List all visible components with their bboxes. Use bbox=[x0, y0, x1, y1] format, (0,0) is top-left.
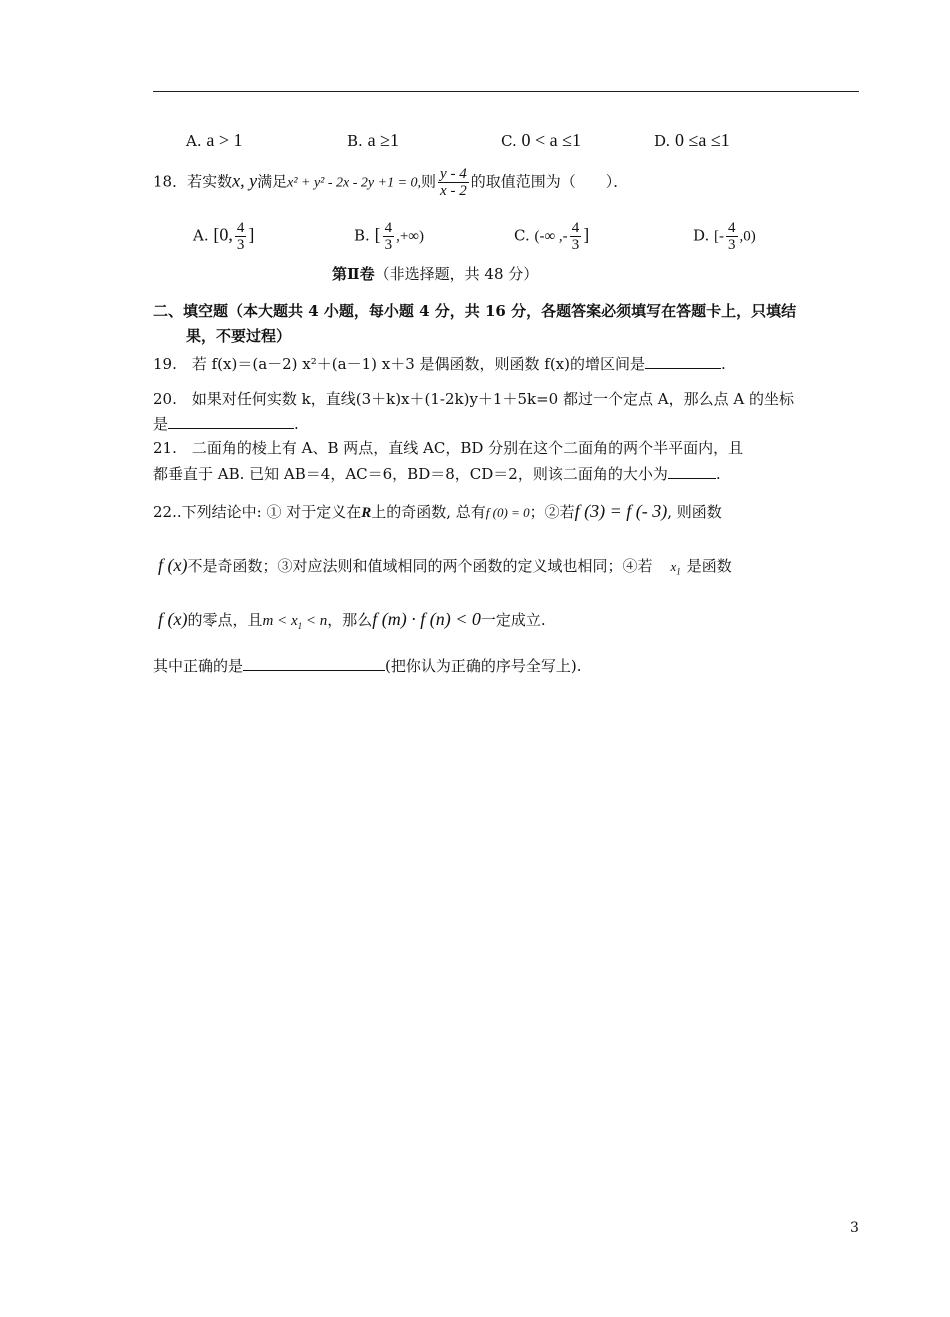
q21-text: 都垂直于 AB. 已知 AB＝4，AC＝6，BD＝8，CD＝2，则该二面角的大小为 bbox=[153, 465, 668, 483]
q18-text: 满足 bbox=[257, 172, 288, 191]
q22-fx: f (x) bbox=[158, 609, 188, 629]
q22-line3 bbox=[158, 606, 546, 639]
option-letter: B. bbox=[354, 226, 370, 245]
fraction-denominator: 3 bbox=[571, 237, 580, 253]
fraction-denominator: 3 bbox=[384, 237, 393, 253]
fraction-numerator: 4 bbox=[384, 220, 393, 236]
q19-end: . bbox=[721, 355, 726, 373]
section-title-note: （非选择题，共 48 分） bbox=[374, 265, 539, 283]
option-letter: A. bbox=[193, 226, 209, 245]
q22-x1 bbox=[670, 559, 681, 577]
q21-line1: 21. 二面角的棱上有 A、B 两点，直线 AC，BD 分别在这个二面角的两个半平面内，且 bbox=[153, 439, 744, 457]
section-heading-line1: 二、填空题（本大题共 4 小题，每小题 4 分，共 16 分，各题答案必须填写在答题卡上，只填结 bbox=[153, 302, 797, 320]
fraction-numerator: 4 bbox=[236, 220, 245, 236]
q22-text: 上的奇函数, 总有 bbox=[371, 503, 486, 521]
q22-text: 的零点，且 bbox=[187, 611, 263, 629]
option-part: ,+∞) bbox=[396, 228, 424, 245]
q22-R: R bbox=[361, 505, 372, 521]
q22-f0: f (0) = 0 bbox=[485, 505, 530, 520]
q22-fx: f (x) bbox=[158, 555, 188, 575]
option-letter: C. bbox=[514, 226, 530, 245]
q22-product: f (m) · f (n) < 0 bbox=[372, 609, 481, 629]
fraction-numerator: 4 bbox=[571, 220, 580, 236]
ineq-part: m < x bbox=[262, 613, 298, 629]
q21-end: . bbox=[715, 465, 721, 483]
option-part: [- bbox=[714, 228, 725, 245]
q22-text: (把你认为正确的序号全写上). bbox=[385, 657, 582, 675]
q19 bbox=[153, 354, 726, 374]
option-fraction bbox=[235, 220, 247, 253]
option-expression: a ≥1 bbox=[367, 130, 399, 150]
q18-option-b bbox=[354, 220, 424, 253]
q22-text: ；②若 bbox=[529, 503, 575, 521]
option-part: ] bbox=[583, 224, 590, 245]
answer-blank[interactable] bbox=[168, 414, 294, 429]
q21-line2 bbox=[153, 464, 721, 484]
q22-text: 是函数 bbox=[686, 557, 732, 575]
ineq-sub: 1 bbox=[297, 621, 303, 631]
q22-inequality bbox=[263, 613, 328, 629]
x1-sub: 1 bbox=[676, 566, 681, 577]
option-part: ,0) bbox=[739, 228, 756, 245]
q22-text: 不是奇函数；③对应法则和值域相同的两个函数的定义域也相同；④若 bbox=[187, 557, 653, 575]
section-heading-line2: 果，不要过程） bbox=[186, 327, 292, 345]
q17-option-b bbox=[347, 130, 399, 151]
section-title-text: 第Ⅱ卷 bbox=[332, 265, 375, 283]
option-expression: 0 ≤a ≤1 bbox=[675, 130, 730, 150]
fraction-numerator: y - 4 bbox=[440, 166, 467, 182]
fraction-denominator: x - 2 bbox=[440, 183, 467, 199]
q22-text: 其中正确的是 bbox=[153, 657, 244, 675]
q22-line4 bbox=[153, 656, 582, 676]
answer-blank[interactable] bbox=[243, 656, 385, 671]
option-expression: 0 < a ≤1 bbox=[521, 130, 582, 150]
q22-text: 22..下列结论中: ① 对于定义在 bbox=[153, 503, 362, 521]
x1-var: x bbox=[670, 559, 677, 574]
option-letter: D. bbox=[693, 226, 710, 245]
q18-text: 的取值范围为（ ）． bbox=[470, 172, 629, 191]
answer-blank[interactable] bbox=[645, 354, 721, 369]
option-part: [0, bbox=[213, 224, 233, 245]
q22-text: , 则函数 bbox=[667, 503, 722, 521]
fraction-denominator: 3 bbox=[728, 237, 736, 253]
question-number: 18． bbox=[153, 172, 188, 191]
q22-line1 bbox=[153, 498, 722, 526]
q17-option-d bbox=[654, 130, 730, 151]
q18-vars: x, y bbox=[232, 170, 258, 191]
q18-text: 若实数 bbox=[187, 172, 233, 191]
q20-text: 是 bbox=[153, 415, 169, 433]
option-part: (-∞ ,- bbox=[534, 228, 568, 245]
fraction-denominator: 3 bbox=[236, 237, 245, 253]
q22-text: ，那么 bbox=[327, 611, 373, 629]
fraction-numerator: 4 bbox=[728, 220, 736, 236]
q18-stem bbox=[153, 166, 628, 199]
option-fraction bbox=[570, 220, 582, 253]
option-letter: B. bbox=[347, 132, 363, 150]
option-part: [ bbox=[374, 224, 381, 245]
q18-option-c bbox=[514, 220, 589, 253]
option-letter: C. bbox=[501, 132, 517, 150]
option-letter: D. bbox=[654, 132, 671, 150]
section-title bbox=[332, 264, 538, 284]
q18-fraction bbox=[438, 166, 469, 199]
q18-option-a bbox=[193, 220, 254, 253]
q18-text: 则 bbox=[421, 172, 437, 191]
q20-end: . bbox=[294, 415, 299, 433]
header-rule bbox=[153, 91, 859, 92]
q19-text: 19. 若 f(x)＝(a－2) x²＋(a－1) x＋3 是偶函数，则函数 f(x)的增区间是 bbox=[153, 355, 645, 373]
option-fraction bbox=[383, 220, 395, 253]
q18-equation: x² + y² - 2x - 2y +1 = 0, bbox=[287, 175, 422, 191]
q18-option-d bbox=[693, 220, 756, 253]
page-number: 3 bbox=[850, 1220, 859, 1236]
ineq-part: < n bbox=[305, 613, 328, 629]
q20-line1: 20. 如果对任何实数 k，直线(3＋k)x＋(1-2k)y＋1＋5k=0 都过一个定点 A，那么点 A 的坐标 bbox=[153, 390, 794, 408]
option-letter: A. bbox=[186, 132, 202, 150]
option-part: ] bbox=[248, 224, 255, 245]
answer-blank[interactable] bbox=[668, 464, 716, 479]
q22-text: 一定成立. bbox=[480, 611, 546, 629]
q22-line2 bbox=[158, 552, 732, 585]
option-expression: a > 1 bbox=[206, 130, 243, 150]
option-fraction bbox=[726, 220, 738, 253]
q17-option-c bbox=[501, 130, 581, 151]
q22-f3: f (3) = f (- 3) bbox=[574, 501, 668, 521]
q20-line2 bbox=[153, 414, 299, 434]
q17-option-a bbox=[186, 130, 243, 151]
